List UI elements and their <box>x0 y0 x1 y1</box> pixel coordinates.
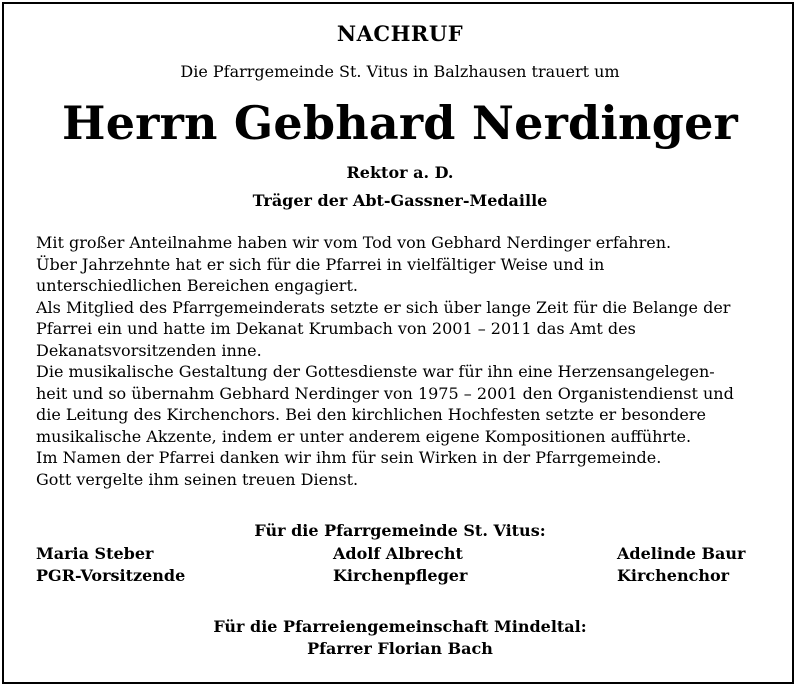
signer-name: Adelinde Baur <box>617 544 746 563</box>
body-line: die Leitung des Kirchenchors. Bei den kirchlichen Hochfesten setzte er besondere <box>36 405 706 424</box>
notice-heading: NACHRUF <box>336 21 464 46</box>
body-line: musikalische Akzente, indem er unter anderem eigene Kompositionen aufführte. <box>36 426 692 446</box>
notice-body <box>36 232 776 490</box>
body-line: Die musikalische Gestaltung der Gottesdienste war für ihn eine Herzensangelegen- <box>36 362 715 381</box>
body-line: Mit großer Anteilnahme haben wir vom Tod von Gebhard Nerdinger erfahren. <box>36 233 672 252</box>
body-line: Pfarrei ein und hatte im Dekanat Krumbach von 2001 – 2011 das Amt des <box>36 319 636 338</box>
signer-role: PGR-Vorsitzende <box>36 566 186 585</box>
signer-role: Kirchenchor <box>617 566 730 585</box>
body-line: Im Namen der Pfarrei danken wir ihm für sein Wirken in der Pfarrgemeinde. <box>36 448 662 467</box>
signer-name: Adolf Albrecht <box>333 544 463 563</box>
signature-right <box>617 543 745 587</box>
deceased-name: Herrn Gebhard Nerdinger <box>62 96 738 150</box>
signature-middle <box>333 543 467 587</box>
deceased-title: Rektor a. D. <box>346 163 454 182</box>
signer-role: Kirchenpfleger <box>333 566 468 585</box>
body-line: heit und so übernahm Gebhard Nerdinger von 1975 – 2001 den Organistendienst und <box>36 383 734 403</box>
parish-community-heading: Für die Pfarreiengemeinschaft Mindeltal: <box>213 617 587 636</box>
body-line: Gott vergelte ihm seinen treuen Dienst. <box>36 469 359 489</box>
deceased-award: Träger der Abt-Gassner-Medaille <box>252 191 548 210</box>
pastor-signer: Pfarrer Florian Bach <box>307 639 493 658</box>
body-line: Über Jahrzehnte hat er sich für die Pfarrei in vielfältiger Weise und in <box>36 254 605 274</box>
parish-signature-heading: Für die Pfarrgemeinde St. Vitus: <box>254 521 546 540</box>
intro-line: Die Pfarrgemeinde St. Vitus in Balzhausen trauert um <box>180 62 620 81</box>
body-line: unterschiedlichen Bereichen engagiert. <box>36 276 358 295</box>
body-line: Dekanatsvorsitzenden inne. <box>36 340 262 360</box>
signature-left <box>36 543 185 587</box>
body-line: Als Mitglied des Pfarrgemeinderats setzte er sich über lange Zeit für die Belange der <box>36 297 731 317</box>
signer-name: Maria Steber <box>36 544 154 563</box>
